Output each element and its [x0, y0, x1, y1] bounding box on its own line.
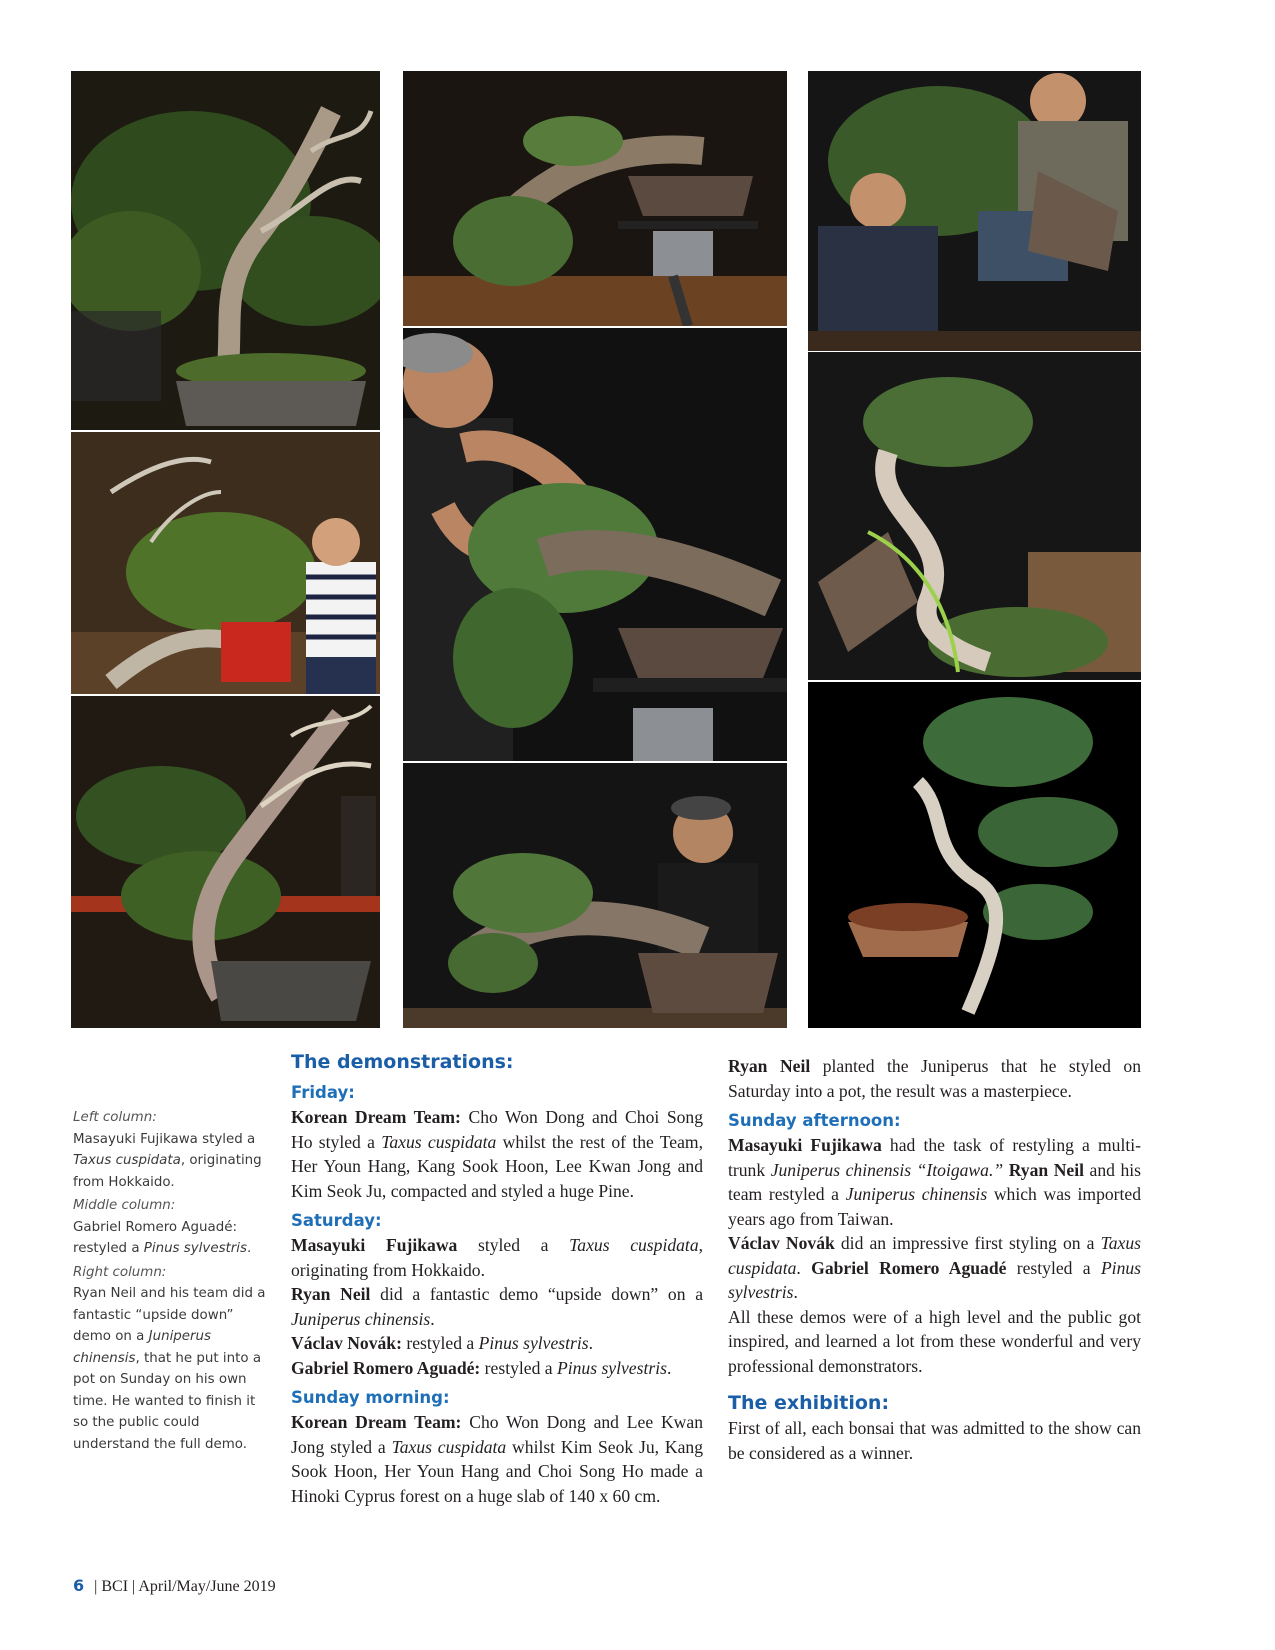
- paragraph-text: .: [666, 1357, 672, 1378]
- species-name: Taxus cuspidata: [381, 1131, 497, 1152]
- bonsai-photo-graphic: [71, 71, 380, 430]
- species-name: Taxus cuspidata: [728, 1233, 1141, 1278]
- paragraph-text: .: [588, 1333, 593, 1353]
- bonsai-photo-graphic: [71, 432, 380, 694]
- sunday-afternoon-paragraph-2: [728, 1231, 1141, 1305]
- demonstrator-name: Gabriel Romero Aguadé: [811, 1257, 1007, 1278]
- bonsai-photo-graphic: [403, 328, 787, 761]
- bonsai-photo-graphic: [808, 71, 1141, 351]
- paragraph-text: restyled a: [1006, 1257, 1101, 1278]
- photo-fujikawa-taxus-finished: [71, 696, 380, 1028]
- sunday-afternoon-paragraph-3: All these demos were of a high level and the public got inspired, and learned a lot from these wonderful and very professional demonstrators.: [728, 1306, 1141, 1376]
- saturday-paragraph-2: [291, 1282, 703, 1331]
- photo-neil-juniper-finished: [808, 682, 1141, 1028]
- paragraph-text: .: [430, 1308, 435, 1329]
- caption-text-segment: , that he put into a pot on Sunday on his own time. He wanted to finish it so the public could understand the full demo.: [73, 1350, 262, 1452]
- page-number: 6: [73, 1576, 85, 1595]
- caption-species: Pinus sylvestris: [143, 1241, 247, 1256]
- species-name: Juniperus chinensis “Itoigawa.”: [770, 1159, 1004, 1180]
- caption-left-label: Left column:: [73, 1110, 157, 1125]
- sunday-afternoon-heading: Sunday afternoon:: [728, 1111, 901, 1130]
- exhibition-heading: The exhibition:: [728, 1392, 890, 1414]
- sunday-morning-heading: Sunday morning:: [291, 1388, 450, 1407]
- paragraph-text: whilst the rest of the Team, Her Youn Hang, Kang Sook Hoon, Lee Kwan Jong and Kim Seok Ju, compacted and styled a huge Pine.: [291, 1131, 703, 1201]
- paragraph-text: restyled a: [480, 1357, 557, 1378]
- caption-species: Taxus cuspidata: [73, 1153, 181, 1168]
- article-column-2: [728, 1054, 1141, 1465]
- caption-text-segment: Ryan Neil and his team did a fantastic “upside down” demo on a: [73, 1286, 266, 1344]
- species-name: Pinus sylvestris: [556, 1357, 667, 1378]
- friday-heading: Friday:: [291, 1083, 355, 1102]
- demonstrator-name: Ryan Neil: [291, 1284, 371, 1304]
- demonstrator-name: Korean Dream Team:: [291, 1107, 461, 1127]
- photo-romero-pinus-finished: [403, 763, 787, 1028]
- bonsai-photo-graphic: [808, 352, 1141, 680]
- paragraph-text: and his team restyled a: [728, 1159, 1142, 1204]
- saturday-heading: Saturday:: [291, 1211, 382, 1230]
- demonstrator-name: Masayuki Fujikawa: [291, 1235, 458, 1255]
- friday-paragraph: [291, 1105, 703, 1203]
- sunday-afternoon-paragraph-1: [728, 1133, 1141, 1231]
- saturday-paragraph-4: [291, 1356, 703, 1381]
- footer-publication: | BCI | April/May/June 2019: [94, 1578, 276, 1595]
- paragraph-text: restyled a: [401, 1333, 479, 1353]
- caption-middle-text: [73, 1217, 273, 1260]
- species-name: Juniperus chinensis: [291, 1308, 431, 1329]
- photo-fujikawa-taxus-before: [71, 71, 380, 430]
- sunday-morning-paragraph-2: [728, 1054, 1141, 1103]
- demonstrator-name: Václav Novák:: [291, 1333, 402, 1353]
- species-name: Pinus sylvestris: [728, 1257, 1142, 1302]
- paragraph-text: whilst Kim Seok Ju, Kang Sook Hoon, Her Youn Hang and Choi Song Ho made a Hinoki Cyprus forest on a huge slab of 140 x 60 cm.: [291, 1436, 704, 1506]
- paragraph-text: did an impressive first styling on a: [834, 1233, 1101, 1253]
- demonstrator-name: Václav Novák: [728, 1233, 835, 1253]
- paragraph-text: had the task of restyling a multi-trunk: [728, 1135, 1141, 1180]
- saturday-paragraph-1: [291, 1233, 703, 1282]
- demonstrator-name: Gabriel Romero Aguadé:: [291, 1357, 481, 1378]
- photo-romero-wiring: [403, 328, 787, 761]
- caption-middle-label: Middle column:: [73, 1198, 176, 1213]
- paragraph-text: .: [796, 1257, 812, 1278]
- demonstrator-name: Ryan Neil: [728, 1056, 811, 1076]
- bonsai-photo-graphic: [71, 696, 380, 1028]
- bonsai-photo-graphic: [808, 682, 1141, 1028]
- photo-captions: [73, 1105, 273, 1457]
- bonsai-photo-graphic: [403, 71, 787, 326]
- caption-text-segment: Gabriel Romero Aguadé: restyled a: [73, 1219, 237, 1256]
- species-name: Taxus cuspidata: [391, 1436, 507, 1457]
- caption-species: Juniperus chinensis: [73, 1329, 211, 1366]
- bonsai-photo-graphic: [403, 763, 787, 1028]
- paragraph-text: styled a: [457, 1235, 570, 1255]
- photo-neil-team-potting: [808, 71, 1141, 351]
- demonstrator-name: Ryan Neil: [1008, 1159, 1084, 1180]
- paragraph-text: Cho Won Dong and Choi Song Ho styled a: [291, 1107, 703, 1152]
- photo-fujikawa-styling: [71, 432, 380, 694]
- paragraph-text: which was imported years ago from Taiwan.: [728, 1184, 1142, 1229]
- saturday-paragraph-3: [291, 1331, 703, 1356]
- article-column-1: [291, 1049, 703, 1508]
- caption-left-text: [73, 1129, 273, 1194]
- caption-text-segment: .: [247, 1241, 252, 1256]
- exhibition-paragraph: First of all, each bonsai that was admitted to the show can be considered as a winner.: [728, 1418, 1141, 1463]
- paragraph-text: Cho Won Dong and Lee Kwan Jong styled a: [291, 1412, 703, 1457]
- page-footer: [73, 1576, 276, 1596]
- demonstrator-name: Korean Dream Team:: [291, 1412, 462, 1432]
- sunday-morning-paragraph: [291, 1410, 703, 1508]
- caption-right-text: [73, 1283, 273, 1455]
- demonstrator-name: Masayuki Fujikawa: [728, 1135, 882, 1155]
- caption-text-segment: Masayuki Fujikawa styled a: [73, 1131, 256, 1147]
- paragraph-text: .: [793, 1282, 798, 1302]
- photo-neil-juniper-upside-down: [808, 352, 1141, 680]
- caption-text-segment: , originating from Hokkaido.: [73, 1153, 262, 1190]
- species-name: Taxus cuspidata: [569, 1235, 699, 1255]
- paragraph-text: , originating from Hokkaido.: [291, 1235, 704, 1280]
- species-name: Pinus sylvestris: [478, 1333, 589, 1353]
- caption-right-label: Right column:: [73, 1264, 167, 1280]
- species-name: Juniperus chinensis: [845, 1184, 988, 1204]
- paragraph-text: did a fantastic demo “upside down” on a: [370, 1284, 703, 1304]
- demonstrations-heading: The demonstrations:: [291, 1051, 514, 1073]
- photo-romero-pinus-before: [403, 71, 787, 326]
- paragraph-text: planted the Juniperus that he styled on Saturday into a pot, the result was a masterpiece.: [728, 1056, 1141, 1101]
